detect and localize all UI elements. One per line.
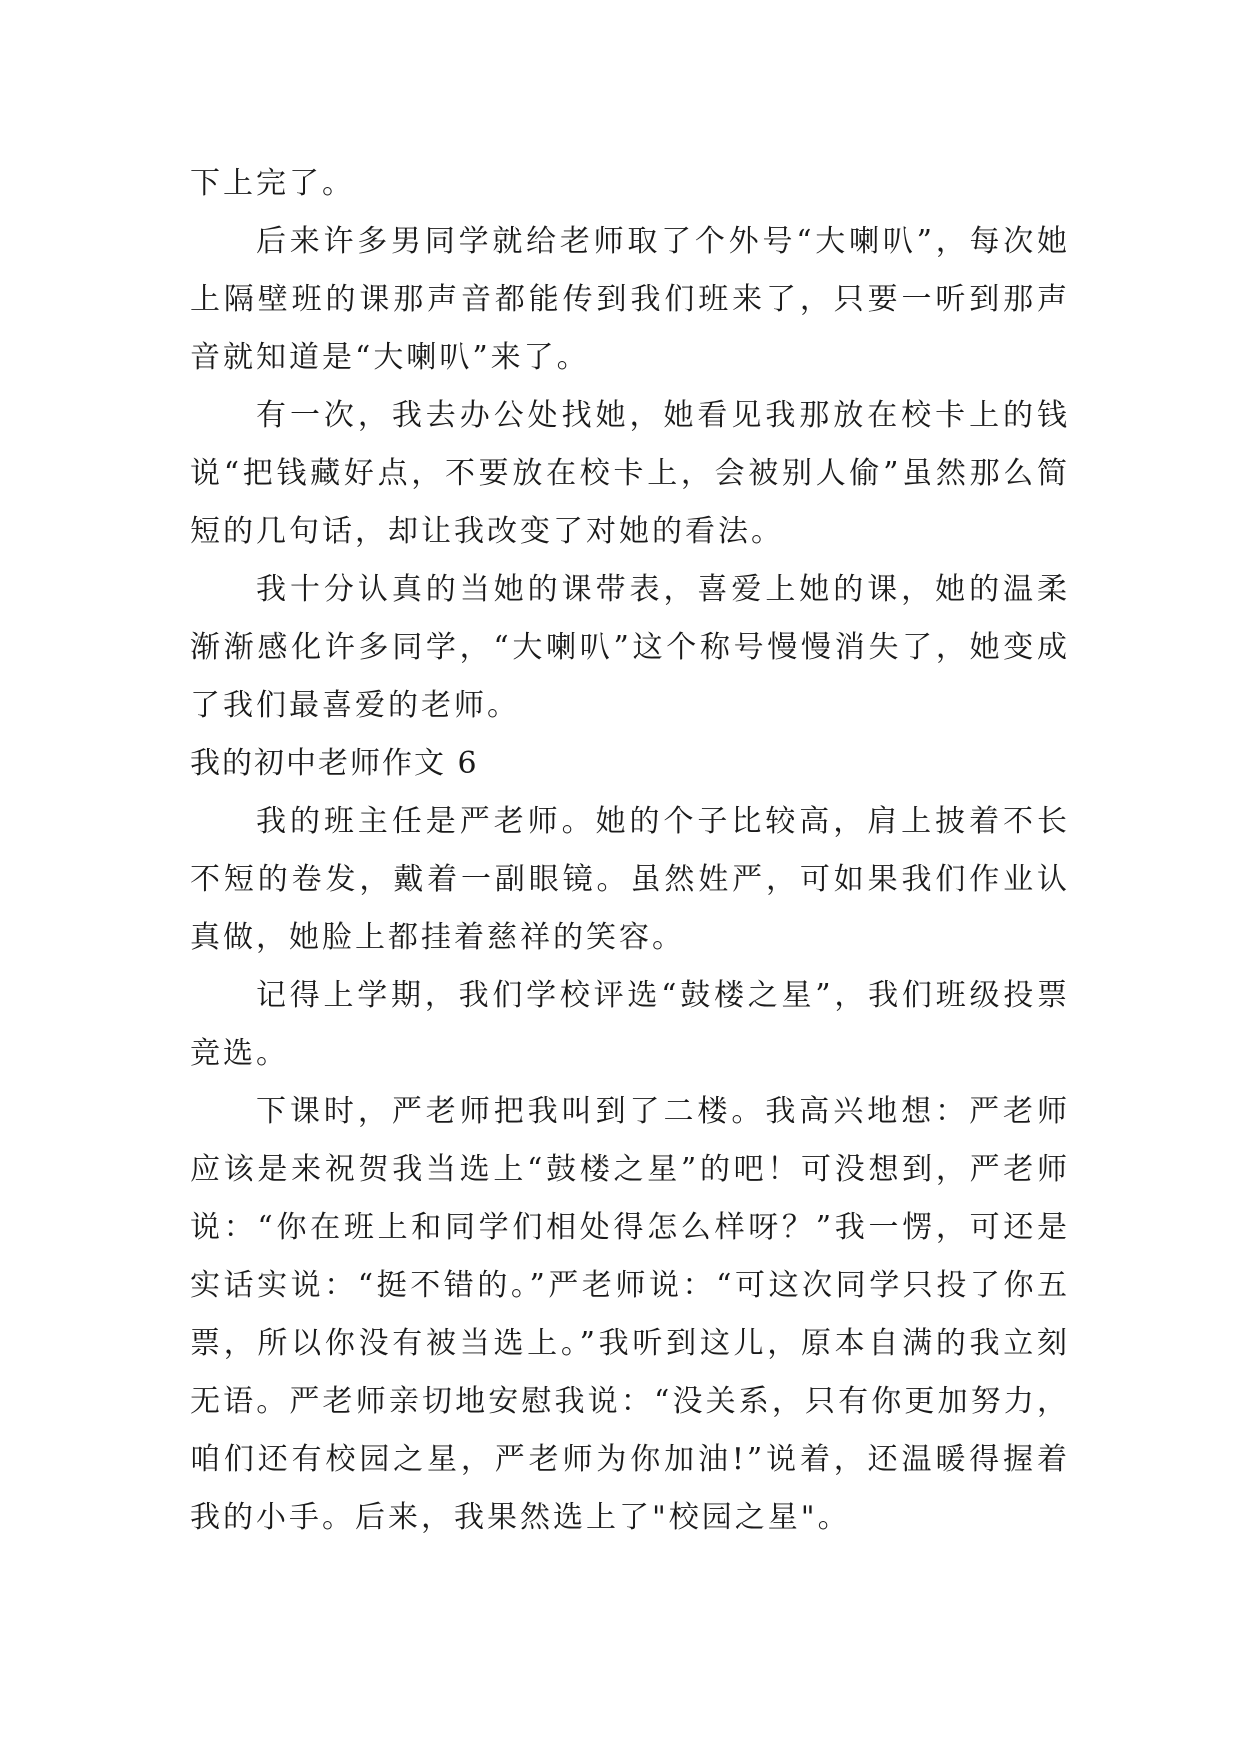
paragraph: 有一次，我去办公处找她，她看见我那放在校卡上的钱说“把钱藏好点，不要放在校卡上，会被别人偷”虽然那么简短的几句话，却让我改变了对她的看法。 bbox=[190, 398, 1070, 549]
document-body bbox=[190, 155, 1070, 1547]
paragraph: 后来许多男同学就给老师取了个外号“大喇叭”，每次她上隔壁班的课那声音都能传到我们班来了，只要一听到那声音就知道是“大喇叭”来了。 bbox=[190, 224, 1070, 375]
paragraph: 我十分认真的当她的课带表，喜爱上她的课，她的温柔渐渐感化许多同学，“大喇叭”这个称号慢慢消失了，她变成了我们最喜爱的老师。 bbox=[190, 572, 1070, 723]
paragraph: 记得上学期，我们学校评选“鼓楼之星”，我们班级投票竞选。 bbox=[190, 978, 1070, 1071]
paragraph: 我的班主任是严老师。她的个子比较高，肩上披着不长不短的卷发，戴着一副眼镜。虽然姓严，可如果我们作业认真做，她脸上都挂着慈祥的笑容。 bbox=[190, 804, 1070, 955]
section-heading: 我的初中老师作文 6 bbox=[190, 746, 479, 781]
paragraph-continuation: 下上完了。 bbox=[190, 166, 355, 201]
paragraph: 下课时，严老师把我叫到了二楼。我高兴地想：严老师应该是来祝贺我当选上“鼓楼之星”的吧！可没想到，严老师说：“你在班上和同学们相处得怎么样呀？”我一愣，可还是实话实说：“挺不错的。”严老师说：“可这次同学只投了你五票，所以你没有被当选上。”我听到这儿，原本自满的我立刻无语。严老师亲切地安慰我说：“没关系，只有你更加努力，咱们还有校园之星，严老师为你加油!”说着，还温暖得握着我的小手。后来，我果然选上了"校园之星"。 bbox=[190, 1094, 1070, 1535]
